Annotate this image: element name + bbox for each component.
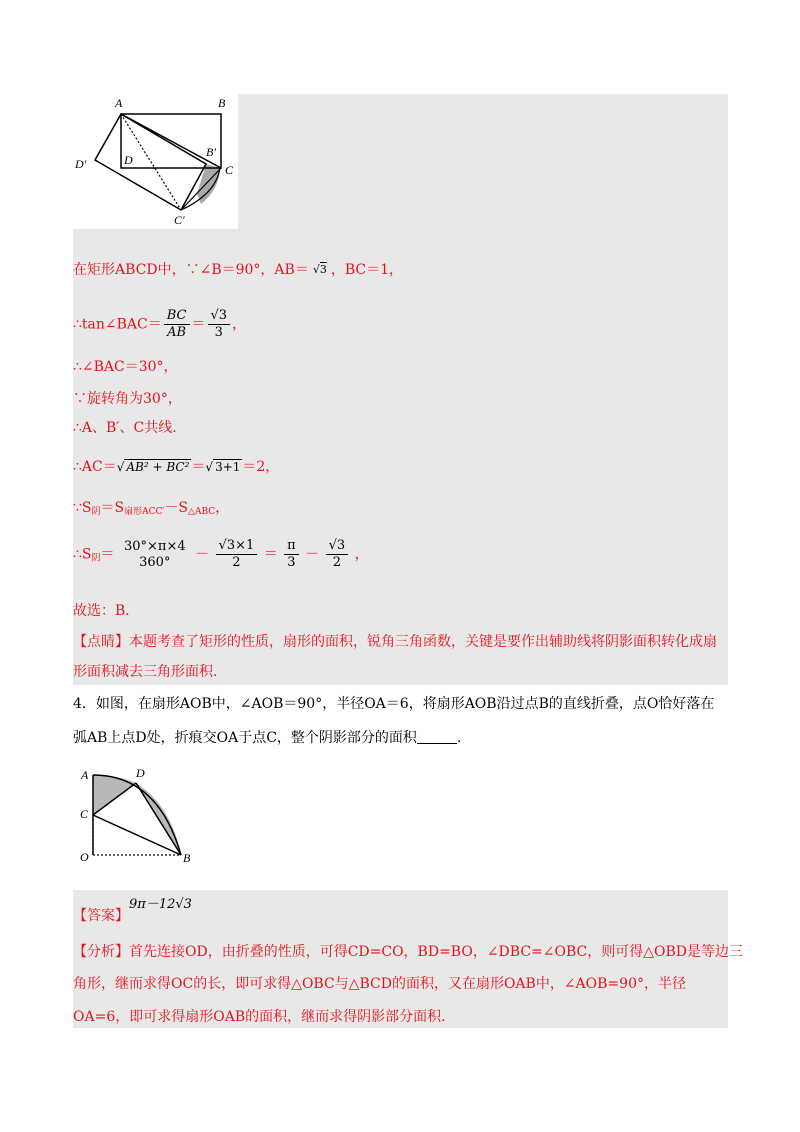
analysis-line1 <box>73 942 743 962</box>
label-A4: A <box>81 768 89 782</box>
frac-sqrt3: √3 <box>208 308 231 325</box>
shaded-upper <box>93 775 136 815</box>
comment-text-1: 本题考查了矩形的性质，扇形的面积，锐角三角函数，关键是要作出辅助线将阴影面积转化成扇 <box>129 634 717 650</box>
sol3-l7-g: ， <box>215 500 230 516</box>
label-D: D <box>124 153 133 167</box>
q4-line2-pre: 弧AB上点D处，折痕交OA于点C，整个阴影部分的面积 <box>73 730 417 746</box>
frac-tri-num: √3×1 <box>216 538 258 555</box>
q4-line1: 4．如图，在扇形AOB中，∠AOB＝90°，半径OA＝6，将扇形AOB沿过点B的直线折叠，点O恰好落在 <box>73 696 715 712</box>
figure3-diagram <box>73 94 238 229</box>
sol3-l8-b: 阴 <box>91 553 101 564</box>
label-B-prime: B′ <box>206 145 216 159</box>
sol3-line7 <box>73 498 229 522</box>
answer-blank <box>417 729 457 744</box>
answer-tag: 【答案】 <box>73 908 129 924</box>
analysis-line3: OA=6，即可求得扇形OAB的面积，继而求得阴影部分面积. <box>73 1009 446 1025</box>
sol3-l8-post: ， <box>354 546 369 563</box>
frac-bc: BC <box>164 308 190 325</box>
label-D4: D <box>136 766 145 780</box>
label-C-prime: C′ <box>174 213 185 227</box>
sqrt-3plus1: 3+1 <box>215 460 241 474</box>
sol3-line6: ∴AC＝√ AB² + BC² ＝√ 3+1 ＝2， <box>73 459 280 475</box>
sol3-l8-minus2: － <box>305 546 320 563</box>
sol3-l7-d: 扇形ACC′ <box>124 507 165 517</box>
sol3-l6-eq: ＝ <box>191 459 206 475</box>
sol3-l1-post: ，BC＝1， <box>330 262 403 278</box>
q4-line2 <box>73 728 461 748</box>
sol3-l8-minus1: － <box>195 546 210 563</box>
figure4-diagram <box>73 765 203 870</box>
frac-tri-den: 2 <box>232 555 241 570</box>
answer-formula: 9π－12√3 <box>129 897 192 912</box>
frac-3: 3 <box>214 325 223 340</box>
sol3-l7-f: △ABC <box>188 507 216 517</box>
sol3-l8-a: ∴S <box>73 546 92 563</box>
label-D-prime: D′ <box>75 157 87 171</box>
sol3-line3: ∴∠BAC＝30°， <box>73 359 178 375</box>
sol3-line5: ∴A、B′、C共线． <box>73 420 187 436</box>
frac-pi-num: π <box>284 538 299 555</box>
sol3-line1: 在矩形ABCD中，∵∠B＝90°，AB＝ √3 ，BC＝1， <box>73 262 403 278</box>
sol3-l7-c: ＝S <box>100 500 125 516</box>
analysis-text-1: 首先连接OD，由折叠的性质，可得CD=CO，BD=BO，∠DBC=∠OBC，则可得△OBD是等边三 <box>129 944 743 960</box>
label-O4: O <box>80 850 89 864</box>
sol3-line8 <box>73 538 369 571</box>
frac-sqrt3-num: √3 <box>326 538 349 555</box>
sol3-l8-c: ＝ <box>100 546 115 563</box>
sol3-line2 <box>73 308 246 341</box>
q4-line2-post: . <box>456 730 462 746</box>
label-A: A <box>115 96 123 110</box>
label-B4: B <box>183 851 191 865</box>
frac-sector-num: 30°×π×4 <box>123 538 186 554</box>
sol3-l6-post: ＝2， <box>242 459 280 475</box>
frac-sector-den: 360° <box>139 554 171 570</box>
sol3-l1-pre: 在矩形ABCD中，∵∠B＝90°，AB＝ <box>73 262 309 278</box>
label-B: B <box>218 96 226 110</box>
sol3-l2-post: ， <box>232 316 247 333</box>
analysis-tag: 【分析】 <box>73 944 129 960</box>
frac-sqrt3-den: 2 <box>332 555 342 570</box>
sol3-comment-1 <box>73 632 717 652</box>
sqrt-ab2-bc2: AB² + BC² <box>126 460 190 474</box>
ans4-line <box>73 897 192 924</box>
sol3-answer: 故选：B． <box>73 603 140 619</box>
comment-tag: 【点睛】 <box>73 634 129 650</box>
sol3-l7-e: －S <box>164 500 189 516</box>
sol3-l2-pre: ∴tan∠BAC＝ <box>73 316 162 333</box>
frac-ab: AB <box>167 325 187 340</box>
sol3-l7-a: ∵S <box>73 500 92 516</box>
sol3-line4: ∵旋转角为30°， <box>73 391 182 407</box>
sol3-l2-eq: ＝ <box>191 316 206 333</box>
label-C4: C <box>80 807 89 821</box>
label-C: C <box>225 163 234 177</box>
sol3-l6-pre: ∴AC＝ <box>73 459 117 475</box>
sol3-l8-eq: ＝ <box>263 546 278 563</box>
sol3-comment-2: 形面积减去三角形面积． <box>73 664 227 680</box>
sol3-l1-sqrt: 3 <box>319 263 327 276</box>
analysis-line2: 角形，继而求得OC的长，即可求得△OBC与△BCD的面积，又在扇形OAB中，∠AOB=90°，半径 <box>73 976 686 992</box>
frac-pi-den: 3 <box>287 555 296 570</box>
sol3-l7-b: 阴 <box>91 507 101 517</box>
